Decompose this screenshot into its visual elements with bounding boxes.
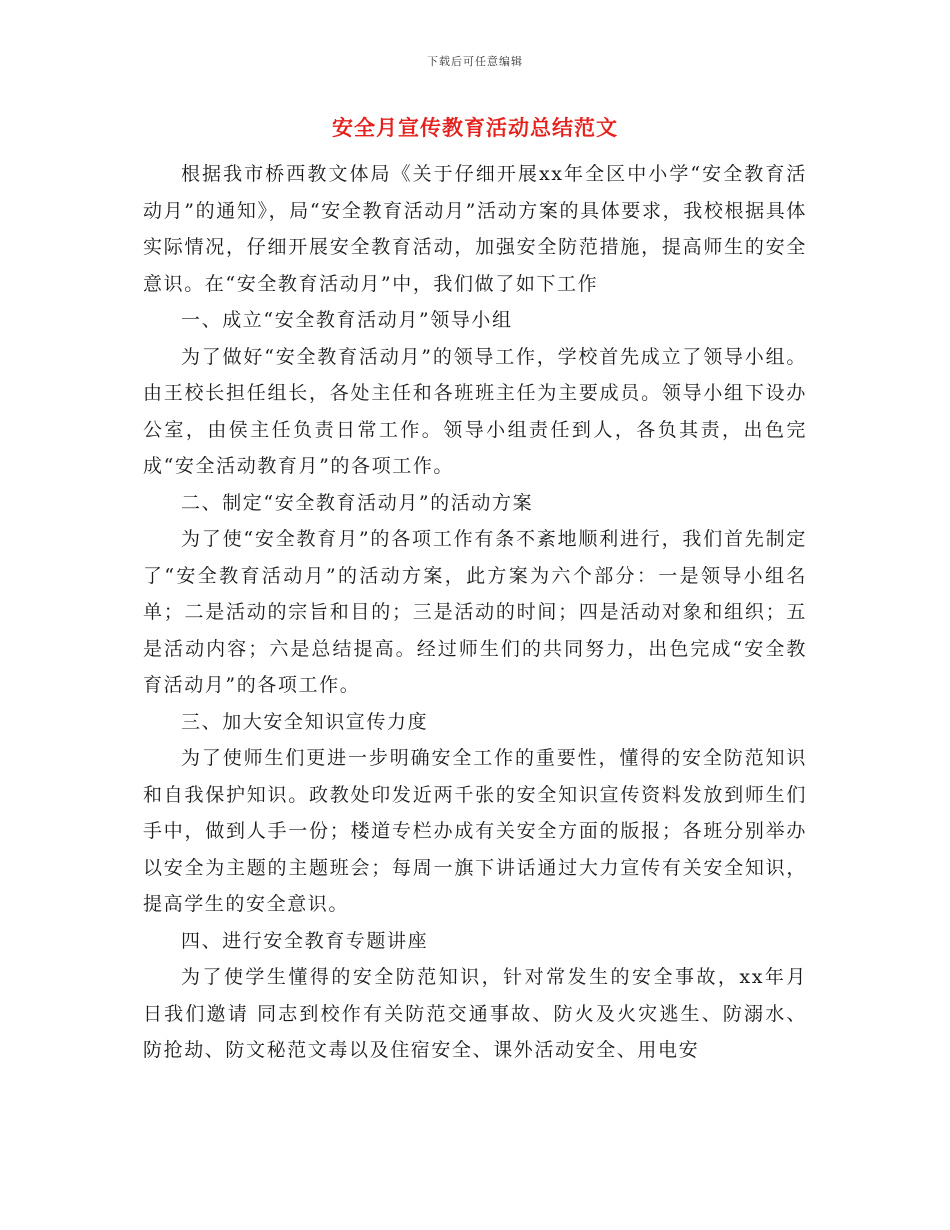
section-heading-1: 一、成立“安全教育活动月”领导小组 <box>181 309 513 331</box>
document-body <box>143 156 807 1069</box>
section-paragraph-3: 为了使师生们更进一步明确安全工作的重要性，懂得的安全防范知识和自我保护知识。政教处印发近两千张的安全知识宣传资料发放到师生们手中，做到人手一份；楼道专栏办成有关安全方面的版报；各班分别举办以安全为主题的主题班会；每周一旗下讲话通过大力宣传有关安全知识，提高学生的安全意识。 <box>143 747 807 915</box>
document-title: 安全月宣传教育活动总结范文 <box>332 115 618 140</box>
section-heading-2: 二、制定“安全教育活动月”的活动方案 <box>181 491 534 514</box>
header-note: 下载后可任意编辑 <box>427 55 523 68</box>
intro-paragraph: 根据我市桥西教文体局《关于仔细开展xx年全区中小学“安全教育活动月”的通知》，局“安全教育活动月”活动方案的具体要求，我校根据具体实际情况，仔细开展安全教育活动，加强安全防范措施，提高师生的安全意识。在“安全教育活动月”中，我们做了如下工作 <box>143 163 807 295</box>
section-paragraph-4: 为了使学生懂得的安全防范知识，针对常发生的安全事故，xx年月 日我们邀请 同志到校作有关防范交通事故、防火及火灾逃生、防溺水、防抢劫、防文秘范文毒以及住宿安全、课外活动安全、用电安 <box>143 966 807 1061</box>
section-heading-3: 三、加大安全知识宣传力度 <box>181 710 429 733</box>
section-heading-4: 四、进行安全教育专题讲座 <box>181 929 429 952</box>
section-paragraph-1: 为了做好“安全教育活动月”的领导工作，学校首先成立了领导小组。由王校长担任组长，各处主任和各班班主任为主要成员。领导小组下设办公室，由侯主任负责日常工作。领导小组责任到人，各负其责，出色完成“安全活动教育月”的各项工作。 <box>143 345 807 477</box>
section-paragraph-2: 为了使“安全教育月”的各项工作有条不紊地顺利进行，我们首先制定了“安全教育活动月”的活动方案，此方案为六个部分：一是领导小组名单；二是活动的宗旨和目的；三是活动的时间；四是活动对象和组织；五是活动内容；六是总结提高。经过师生们的共同努力，出色完成“安全教育活动月”的各项工作。 <box>143 528 807 696</box>
